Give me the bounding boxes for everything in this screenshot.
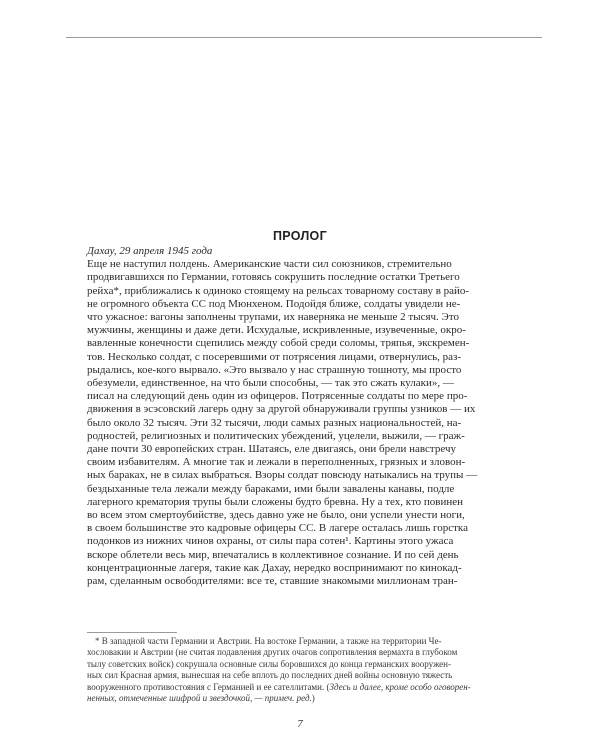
body-line: во всем этом смертоубийстве, здесь давно уже не было, они успели унести ноги, [87,509,465,522]
body-line: продвигавшихся по Германии, готовясь сокрушить последние остатки Третьего [87,271,460,284]
body-line: концентрационные лагеря, такие как Дахау, нередко воспринимают по кинокад- [87,561,462,574]
body-line: тов. Несколько солдат, с посеревшими от потрясения лицами, отвернулись, раз- [87,350,462,363]
footnote [87,636,534,704]
body-line: бездыханные тела лежали между бараками, ими были завалены канавы, подле [87,482,455,495]
page-number: 7 [297,718,303,730]
body-line: было около 32 тысяч. Эти 32 тысячи, люди самых разных национальностей, на- [87,416,462,429]
chapter-heading: ПРОЛОГ [273,229,327,243]
footnote-line: * В западной части Германии и Австрии. На востоке Германии, а также на территории Че- [95,636,442,646]
body-line: обезумели, единственное, на что были способны, — так это сжать кулаки», — [87,377,454,390]
body-line: лагерного крематория трупы были сложены будто бревна. Ну а тех, кто повинен [87,495,464,508]
body-text [87,245,534,588]
body-line: дане почти 30 европейских стран. Шатаясь, еле двигаясь, они брели навстречу [87,443,457,456]
footnote-line: хословакии и Австрии (не считая подавления других очагов сопротивления вермахта в глубоком [87,647,458,658]
body-line: родностей, религиозных и политических убеждений, уцелели, выжили, — граж- [87,429,465,442]
footnote-lines [87,636,534,682]
top-rule [66,37,542,38]
body-line: движения в эсэсовский лагерь одну за другой обнаруживали группы узников — их [87,403,476,416]
body-paragraph [87,258,534,588]
body-line: своим избавителям. А многие так и лежали в переполненных, грязных и зловон- [87,456,466,469]
body-line: Еще не наступил полдень. Американские части сил союзников, стремительно [87,258,452,271]
body-line: рыдались, кое-кого вырвало. «Это вызвало у нас страшную тошноту, мы просто [87,363,462,376]
body-line: не огромного объекта СС под Мюнхеном. Подойдя ближе, солдаты увидели не- [87,297,461,310]
body-line: вавленные конечности сцепились между собой среди соломы, тряпья, экскремен- [87,337,470,350]
body-line: в своем большинстве это кадровые офицеры СС. В лагере осталась лишь горстка [87,522,468,535]
footnote-italic-note-end: ненных, отмеченные шифрой и звездочкой, — примеч. ред. [87,693,312,704]
body-line: писал на следующий день один из офицеров. Потрясенные солдаты по мере про- [87,390,468,403]
body-line: рейха*, приближались к одиноко стоящему на рельсах товарному составу в райо- [87,284,470,297]
body-line: ных бараках, не в силах выбраться. Взоры солдат повсюду натыкались на трупы — [87,469,478,482]
body-line: подонков из нижних чинов охраны, от силы пара сотен¹. Картины этого ужаса [87,535,454,548]
footnote-line: ных сил Красная армия, вынесшая на себе вплоть до последних дней войны основную тяжесть [87,670,453,681]
body-line: что ужасное: вагоны заполнены трупами, их наверняка не меньше 2 тысяч. Это [87,311,459,324]
footnote-line: тылу советских войск) сокрушала основные силы боровшихся до конца германских вооружен- [87,658,451,669]
footnote-rule [87,632,177,633]
footnote-italic-note: Здесь и далее, кроме особо оговорен- [329,681,471,692]
dateline: Дахау, 29 апреля 1945 года [87,245,213,257]
body-line: мужчины, женщины и даже дети. Исхудалые, искривленные, изувеченные, окро- [87,324,466,337]
footnote-line: вооруженного противостояния с Германией и ее сателлитами. (Здесь и далее, кроме особо оговорен- [87,681,471,692]
body-line: рам, сделанным освободителями: все те, ставшие знакомыми миллионам тран- [87,575,458,588]
body-line: вскоре облетели весь мир, впечатались в коллективное сознание. И по сей день [87,548,459,561]
footnote-line: ненных, отмеченные шифрой и звездочкой, — примеч. ред.) [87,693,315,704]
